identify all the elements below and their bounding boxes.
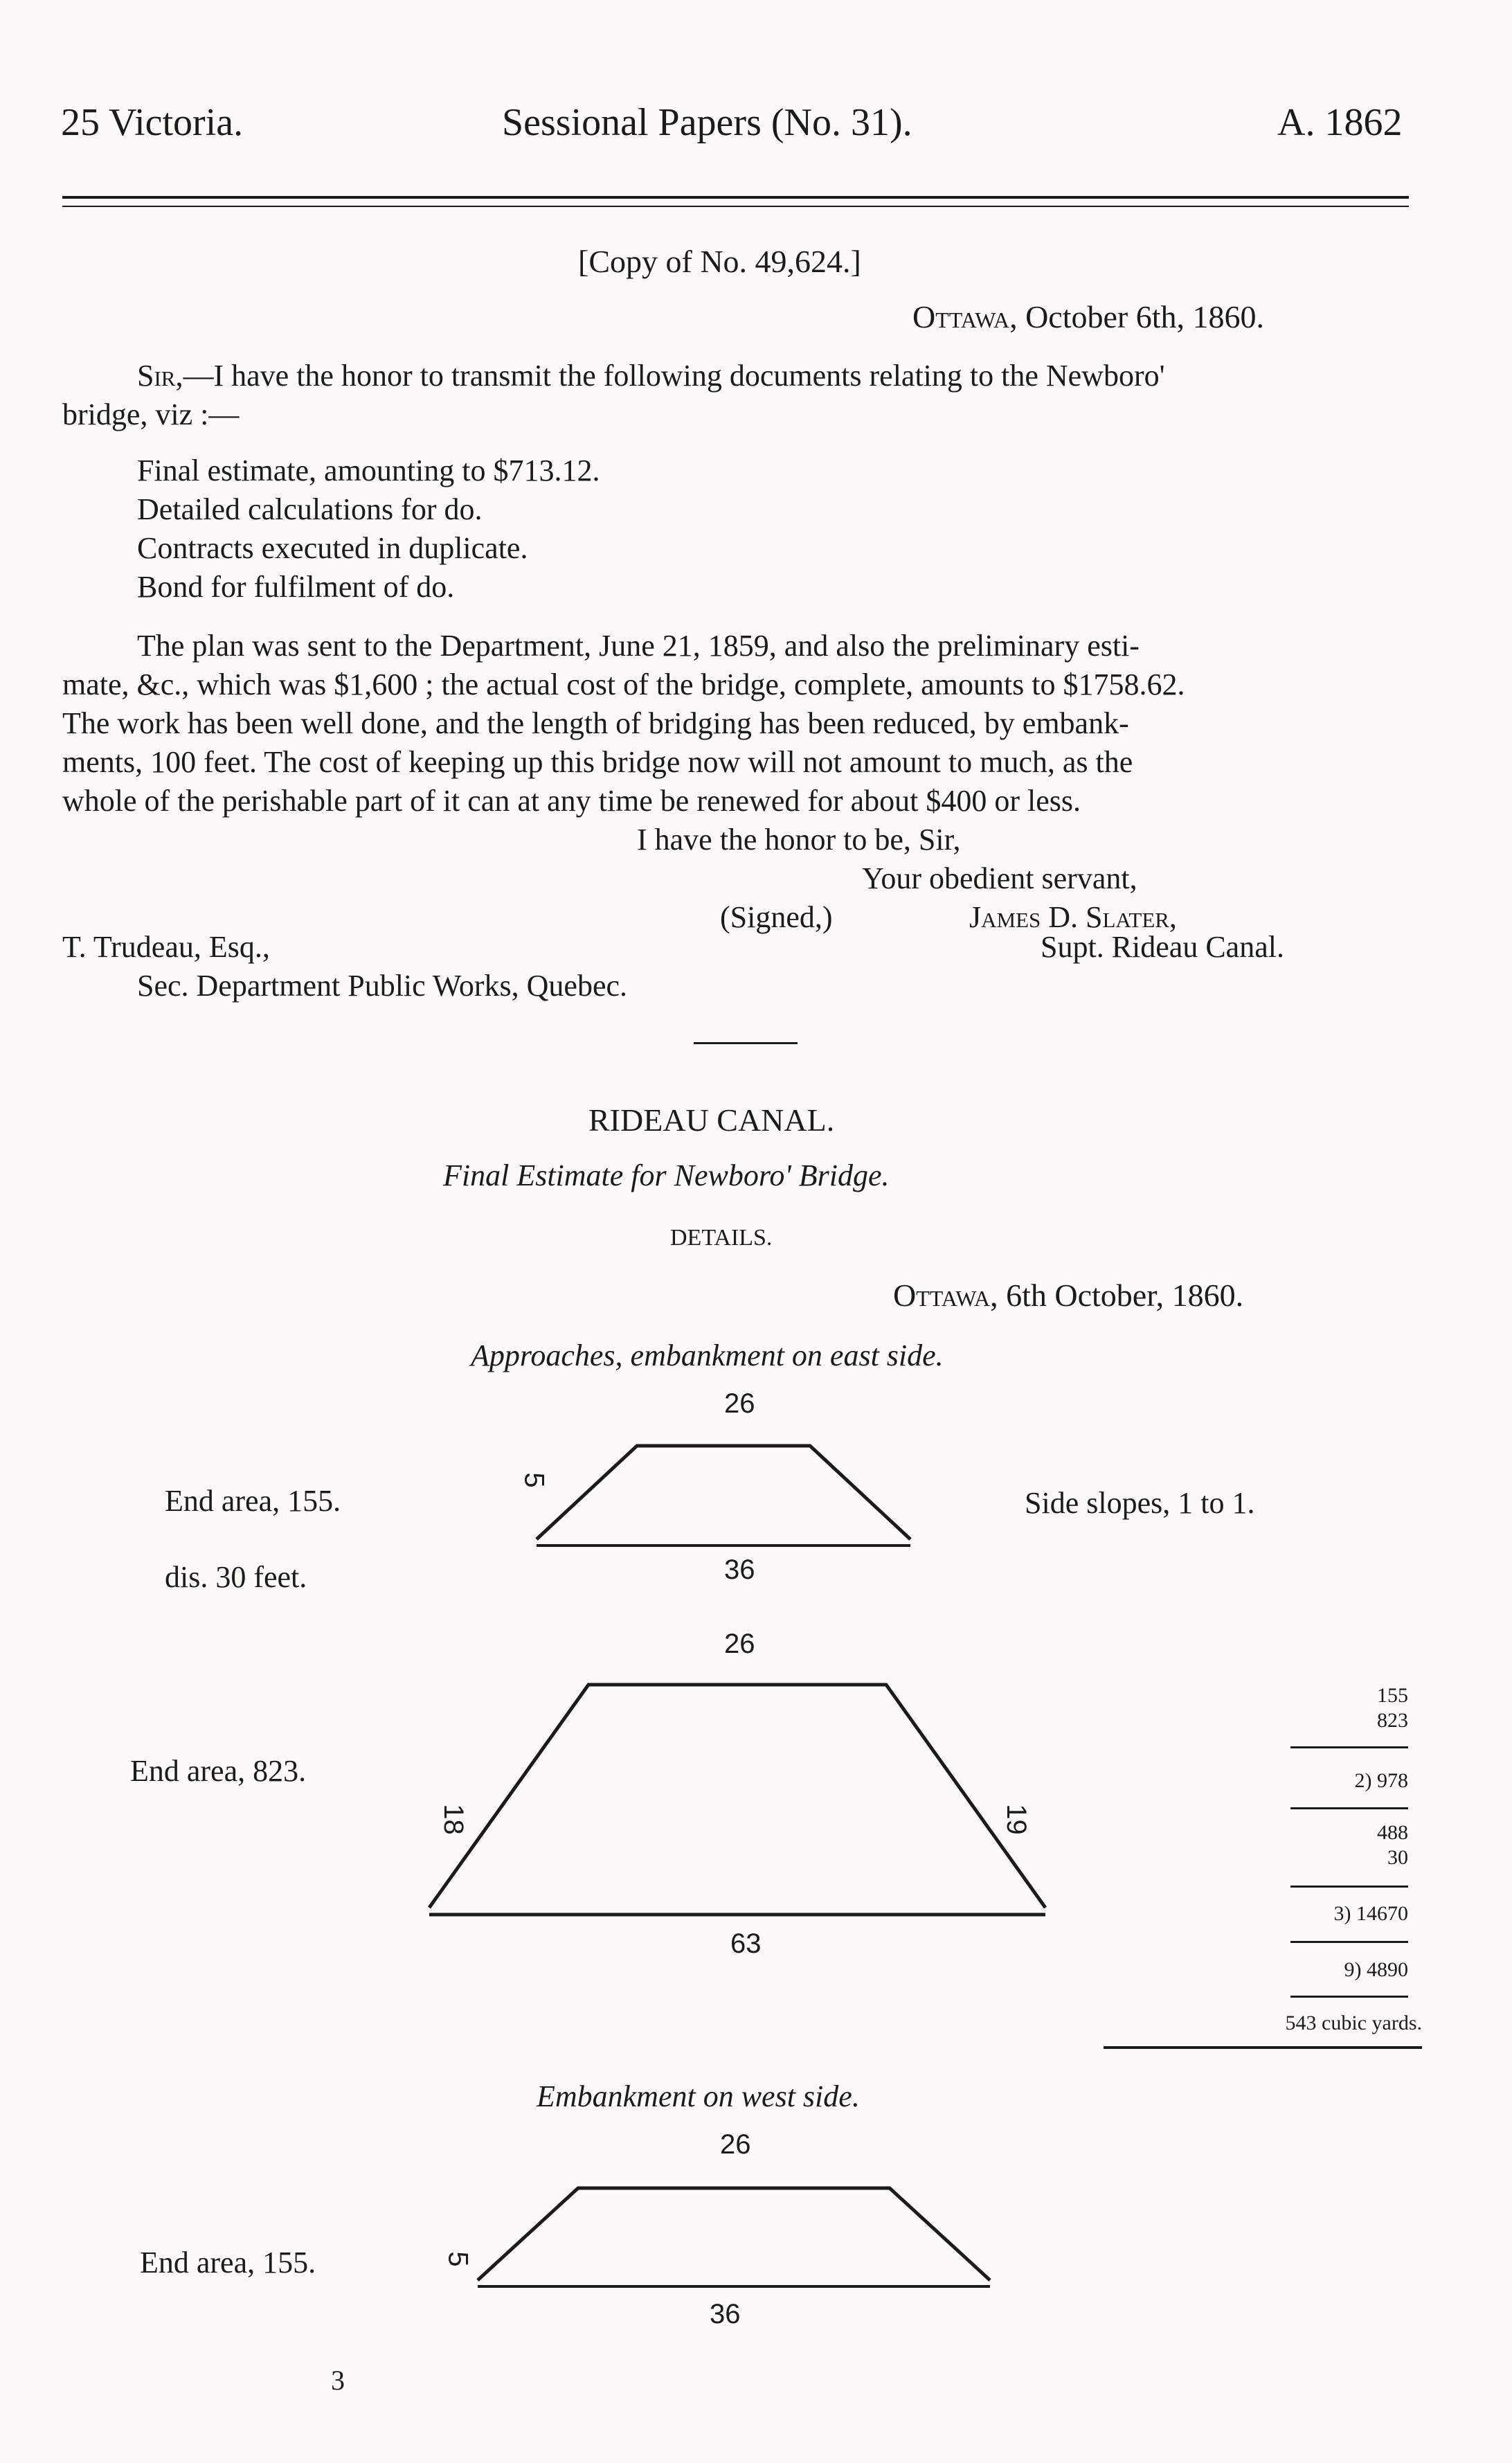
fig3-end-area: End area, 155. <box>140 2246 316 2280</box>
closing-2: Your obedient servant, <box>862 861 1137 895</box>
section-east: Approaches, embankment on east side. <box>471 1338 944 1372</box>
header-left: 25 Victoria. <box>61 101 244 144</box>
list-item: Contracts executed in duplicate. <box>137 531 528 565</box>
dateline-date: October 6th, 1860. <box>1025 299 1265 334</box>
calc-product: 3) 14670 <box>1333 1902 1408 1925</box>
fig2-top-label: 26 <box>724 1629 755 1659</box>
para-line: mate, &c., which was $1,600 ; the actual cost of the bridge, complete, amounts to $1758.62. <box>62 668 1185 701</box>
addressee-title: Sec. Department Public Works, Quebec. <box>137 969 628 1003</box>
page-number: 3 <box>331 2365 345 2396</box>
estimate-date-place: Ottawa, <box>893 1278 998 1313</box>
fig1-distance: dis. 30 feet. <box>165 1560 307 1594</box>
list-item: Bond for fulfilment of do. <box>137 570 455 604</box>
fig1-side-label: 5 <box>519 1472 550 1488</box>
para-line: The plan was sent to the Department, June 21, 1859, and also the preliminary esti- <box>137 629 1140 663</box>
fig2-left-label: 18 <box>438 1804 469 1835</box>
salutation: Sir, <box>137 359 183 393</box>
fig2-bottom-label: 63 <box>730 1928 762 1959</box>
header-right: A. 1862 <box>1277 101 1403 144</box>
calc-a: 155 <box>1377 1684 1408 1707</box>
para-line: ments, 100 feet. The cost of keeping up this bridge now will not amount to much, as the <box>62 745 1133 779</box>
section-west: Embankment on west side. <box>537 2079 860 2113</box>
header-center: Sessional Papers (No. 31). <box>502 101 912 144</box>
signed-label: (Signed,) <box>720 900 833 934</box>
para-line: whole of the perishable part of it can at any time be renewed for about $400 or less. <box>62 784 1081 818</box>
signer-title: Supt. Rideau Canal. <box>1041 930 1284 964</box>
fig1-side-slopes: Side slopes, 1 to 1. <box>1025 1486 1255 1520</box>
details-heading: DETAILS. <box>670 1225 773 1251</box>
calc-division: 9) 4890 <box>1344 1958 1408 1981</box>
estimate-date-value: 6th October, 1860. <box>1006 1278 1244 1313</box>
fig2-right-label: 19 <box>1000 1804 1032 1835</box>
fig1-end-area: End area, 155. <box>165 1484 341 1518</box>
copy-of: [Copy of No. 49,624.] <box>578 244 861 279</box>
para-line: The work has been well done, and the length of bridging has been reduced, by embank- <box>62 706 1129 740</box>
list-item: Final estimate, amounting to $713.12. <box>137 454 600 487</box>
closing-1: I have the honor to be, Sir, <box>637 823 961 857</box>
intro-text: —I have the honor to transmit the following documents relating to the Newboro' <box>183 359 1165 393</box>
calc-half: 488 <box>1377 1821 1408 1844</box>
calc-sum: 2) 978 <box>1354 1769 1408 1792</box>
calc-b: 823 <box>1377 1709 1408 1732</box>
fig3-bottom-label: 36 <box>710 2299 741 2329</box>
estimate-subtitle: Final Estimate for Newboro' Bridge. <box>443 1158 890 1192</box>
fig3-side-label: 5 <box>442 2251 474 2267</box>
estimate-title: RIDEAU CANAL. <box>588 1102 835 1138</box>
fig3-top-label: 26 <box>720 2129 751 2160</box>
intro-line2: bridge, viz :— <box>62 397 240 431</box>
signer-name: James D. Slater, <box>969 900 1177 934</box>
fig2-end-area: End area, 823. <box>130 1754 307 1788</box>
list-item: Detailed calculations for do. <box>137 492 483 526</box>
addressee-name: T. Trudeau, Esq., <box>62 930 270 964</box>
dateline-place: Ottawa, <box>912 299 1018 334</box>
calc-result: 543 cubic yards. <box>1285 2012 1422 2034</box>
fig1-bottom-label: 36 <box>724 1555 755 1585</box>
calc-distance: 30 <box>1387 1846 1408 1869</box>
fig1-top-label: 26 <box>724 1388 755 1419</box>
